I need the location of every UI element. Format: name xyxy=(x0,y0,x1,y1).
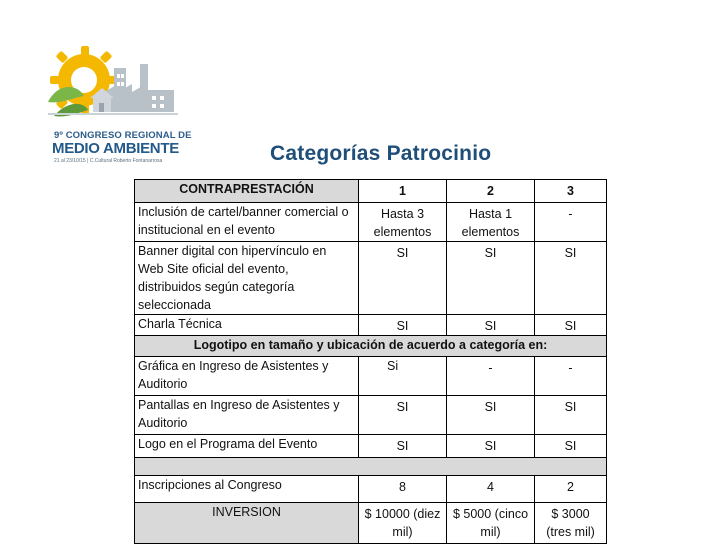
row-cell-2: - xyxy=(447,357,535,396)
section-header-logotipo: Logotipo en tamaño y ubicación de acuerdo a categoría en: xyxy=(135,336,607,357)
row-label: Charla Técnica xyxy=(135,315,359,336)
inversion-label: INVERSION xyxy=(135,503,359,544)
row-cell-2: Hasta 1 elementos xyxy=(447,203,535,242)
inversion-cell-3: $ 3000 (tres mil) xyxy=(535,503,607,544)
inversion-cell-2: $ 5000 (cinco mil) xyxy=(447,503,535,544)
table-row-inscripciones xyxy=(135,476,607,503)
row-label: Logo en el Programa del Evento xyxy=(135,435,359,458)
table-row xyxy=(135,435,607,458)
row-label: Banner digital con hipervínculo en Web Site oficial del evento, distribuidos según categoría seleccionada xyxy=(135,242,359,315)
row-label: Gráfica en Ingreso de Asistentes y Auditorio xyxy=(135,357,359,396)
row-cell-1: Si xyxy=(359,357,447,396)
row-cell-3: SI xyxy=(535,435,607,458)
table-row xyxy=(135,203,607,242)
table-row xyxy=(135,357,607,396)
sponsorship-table xyxy=(134,179,607,544)
row-cell-1: SI xyxy=(359,242,447,315)
spacer-cell xyxy=(135,458,607,476)
logo-text-name: MEDIO AMBIENTE xyxy=(52,140,179,157)
page-title: Categorías Patrocinio xyxy=(270,142,492,165)
inscripciones-label: Inscripciones al Congreso xyxy=(135,476,359,503)
header-contraprestacion: CONTRAPRESTACIÓN xyxy=(135,180,359,203)
table-row xyxy=(135,315,607,336)
spacer-row xyxy=(135,458,607,476)
row-label: Pantallas en Ingreso de Asistentes y Auditorio xyxy=(135,396,359,435)
logo-graphic xyxy=(44,38,184,133)
row-cell-2: SI xyxy=(447,315,535,336)
header-category-2: 2 xyxy=(447,180,535,203)
inversion-cell-1: $ 10000 (diez mil) xyxy=(359,503,447,544)
row-cell-1: SI xyxy=(359,435,447,458)
inscripciones-cell-3: 2 xyxy=(535,476,607,503)
table-row-inversion xyxy=(135,503,607,544)
row-cell-2: SI xyxy=(447,435,535,458)
row-label: Inclusión de cartel/banner comercial o institucional en el evento xyxy=(135,203,359,242)
row-cell-2: SI xyxy=(447,242,535,315)
row-cell-3: SI xyxy=(535,315,607,336)
table-row xyxy=(135,396,607,435)
row-cell-2: SI xyxy=(447,396,535,435)
header-category-1: 1 xyxy=(359,180,447,203)
table-header-row xyxy=(135,180,607,203)
logo-text-congress: 9º CONGRESO REGIONAL DE xyxy=(54,130,192,141)
inscripciones-cell-1: 8 xyxy=(359,476,447,503)
row-cell-3: - xyxy=(535,203,607,242)
logo-text-date: 21 al 23/10/15 | C.Cultural Roberto Fontanarrosa xyxy=(54,158,163,164)
congress-logo xyxy=(44,38,192,166)
row-cell-1: SI xyxy=(359,315,447,336)
section-header-row xyxy=(135,336,607,357)
inscripciones-cell-2: 4 xyxy=(447,476,535,503)
row-cell-3: SI xyxy=(535,242,607,315)
row-cell-3: - xyxy=(535,357,607,396)
row-cell-3: SI xyxy=(535,396,607,435)
row-cell-1: SI xyxy=(359,396,447,435)
row-cell-1: Hasta 3 elementos xyxy=(359,203,447,242)
table-row xyxy=(135,242,607,315)
header-category-3: 3 xyxy=(535,180,607,203)
